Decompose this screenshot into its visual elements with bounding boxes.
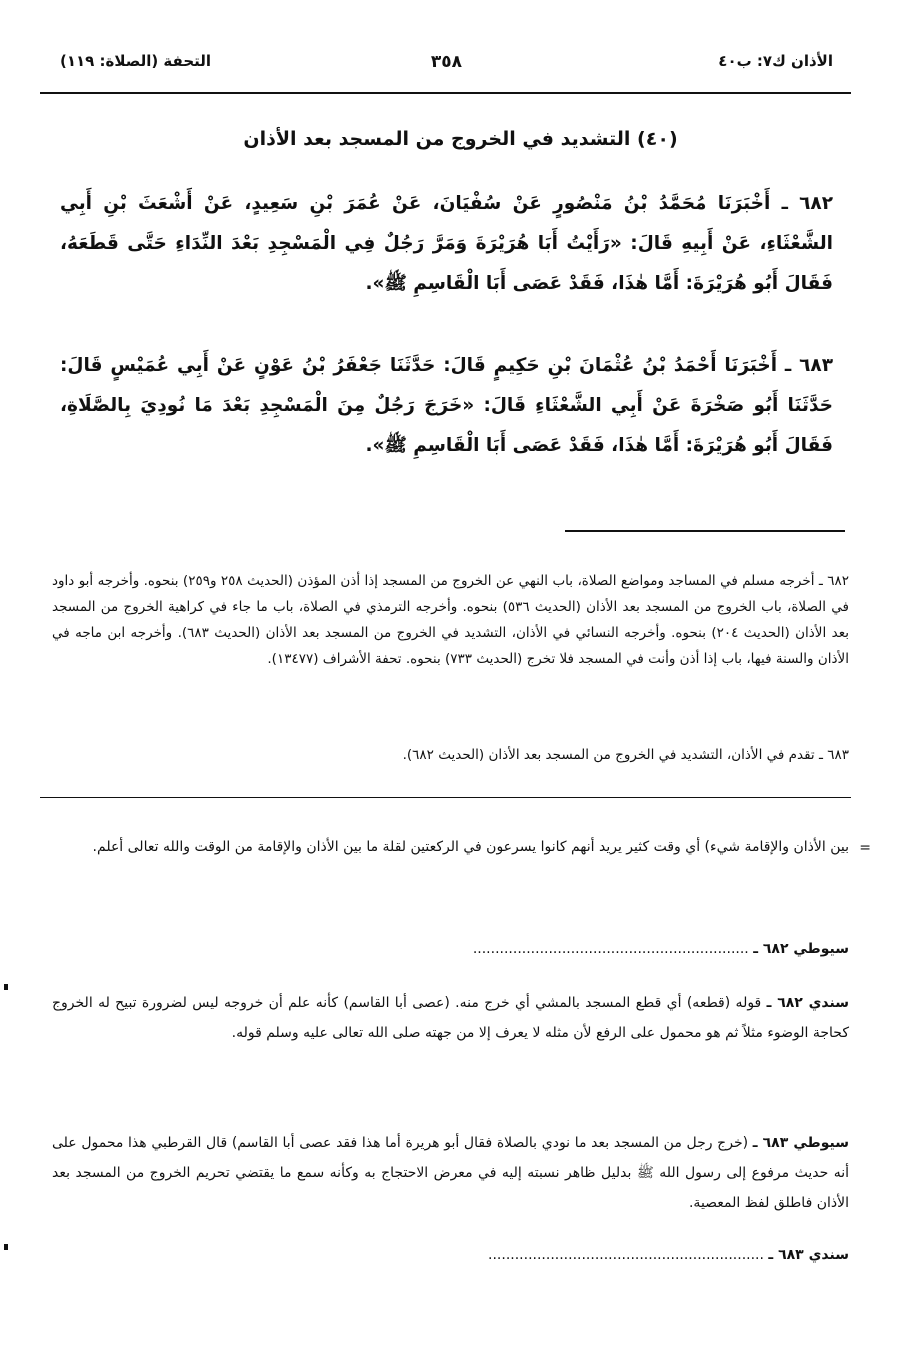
commentary-suyuti-682 (52, 934, 849, 964)
chapter-title: (٤٠) التشديد في الخروج من المسجد بعد الأذان (243, 128, 678, 150)
commentary-suyuti-683 (52, 1128, 849, 1218)
commentary-sindi-683 (52, 1240, 849, 1270)
suyuti-683-label: سيوطي ٦٨٣ ـ (752, 1135, 849, 1151)
header-chapter-ref: الأذان ك٧: ب٤٠ (718, 52, 833, 70)
commentary-continuation: بين الأذان والإقامة شيء) أي وقت كثير يريد أنهم كانوا يسرعون في الركعتين لقلة ما بين الأذان والإقامة من الوقت والله تعالى أعلم. (92, 839, 849, 855)
hadith-683: ٦٨٣ ـ أَخْبَرَنَا أَحْمَدُ بْنُ عُثْمَانَ بْنِ حَكِيمٍ قَالَ: حَدَّثَنَا جَعْفَرُ بْنُ عَوْنٍ عَنْ أَبِي عُمَيْسٍ قَالَ: حَدَّثَنَا أَبُو صَخْرَةَ عَنْ أَبِي الشَّعْثَاءِ قَالَ: «خَرَجَ رَجُلٌ مِنَ الْمَسْجِدِ بَعْدَ مَا نُودِيَ بِالصَّلَاةِ، فَقَالَ أَبُو هُرَيْرَةَ: أَمَّا هٰذَا، فَقَدْ عَصَى أَبَا الْقَاسِمِ ﷺ». (60, 355, 833, 456)
page-header (60, 52, 833, 82)
takhrij-note-683: ٦٨٣ ـ تقدم في الأذان، التشديد في الخروج من المسجد بعد الأذان (الحديث ٦٨٢). (402, 747, 849, 763)
header-rule (40, 92, 851, 94)
commentary-separator (40, 797, 851, 798)
footnote-separator (565, 530, 845, 532)
commentary-sindi-682 (52, 988, 849, 1048)
hadith-682: ٦٨٢ ـ أَخْبَرَنَا مُحَمَّدُ بْنُ مَنْصُورٍ عَنْ سُفْيَانَ، عَنْ عُمَرَ بْنِ سَعِيدٍ، عَنْ أَشْعَثَ بْنِ أَبِي الشَّعْثَاءِ، عَنْ أَبِيهِ قَالَ: «رَأَيْتُ أَبَا هُرَيْرَةَ وَمَرَّ رَجُلٌ فِي الْمَسْجِدِ بَعْدَ النِّدَاءِ حَتَّى قَطَعَهُ، فَقَالَ أَبُو هُرَيْرَةَ: أَمَّا هٰذَا، فَقَدْ عَصَى أَبَا الْقَاسِمِ ﷺ». (60, 193, 833, 294)
sindi-682-label: سندي ٦٨٢ ـ (766, 995, 850, 1011)
takhrij-note-682: ٦٨٢ ـ أخرجه مسلم في المساجد ومواضع الصلاة، باب النهي عن الخروج من المسجد إذا أذن المؤذن (الحديث ٢٥٨ و٢٥٩) بنحوه. وأخرجه أبو داود في الصلاة، باب الخروج من المسجد بعد الأذان (الحديث ٥٣٦) بنحوه. وأخرجه الترمذي في الصلاة، باب ما جاء في كراهية الخروج من المسجد بعد الأذان (الحديث ٢٠٤) بنحوه. وأخرجه النسائي في الأذان، التشديد في الخروج من المسجد بعد الأذان (الحديث ٦٨٣). وأخرجه ابن ماجه في الأذان والسنة فيها، باب إذا أذن وأنت في المسجد فلا تخرج (الحديث ٧٣٣) بنحوه. تحفة الأشراف (١٣٤٧٧). (52, 573, 850, 667)
sindi-683-label: سندي ٦٨٣ ـ (768, 1247, 849, 1263)
suyuti-682-label: سيوطي ٦٨٢ ـ (753, 941, 849, 957)
header-tuhfa-ref: التحفة (الصلاة: ١١٩) (60, 52, 212, 70)
suyuti-682-dots: .............................................................. (472, 941, 749, 957)
continuation-mark: = (859, 840, 871, 856)
margin-scan-mark (4, 1244, 8, 1250)
sindi-683-dots: .............................................................. (488, 1247, 764, 1263)
page-number: ٣٥٨ (430, 52, 463, 72)
sindi-682-text: قوله (قطعه) أي قطع المسجد بالمشي أي خرج منه. (عصى أبا القاسم) كأنه علم أن خروجه ليس لضرورة تبيح له الخروج كحاجة الوضوء مثلاً ثم هو محمول على الرفع لأن مثله لا يعرف إلا من جهته صلى الله تعالى عليه وسلم قوله. (52, 995, 849, 1041)
margin-scan-mark (4, 984, 8, 990)
suyuti-683-text: (خرج رجل من المسجد بعد ما نودي بالصلاة فقال أبو هريرة أما هذا فقد عصى أبا القاسم) قال القرطبي هذا محمول على أنه حديث مرفوع إلى رسول الله ﷺ بدليل ظاهر نسبته إليه في معرض الاحتجاج به وكأنه سمع ما يقتضي تحريم الخروج من المسجد بعد الأذان فاطلق لفظ المعصية. (52, 1135, 849, 1211)
